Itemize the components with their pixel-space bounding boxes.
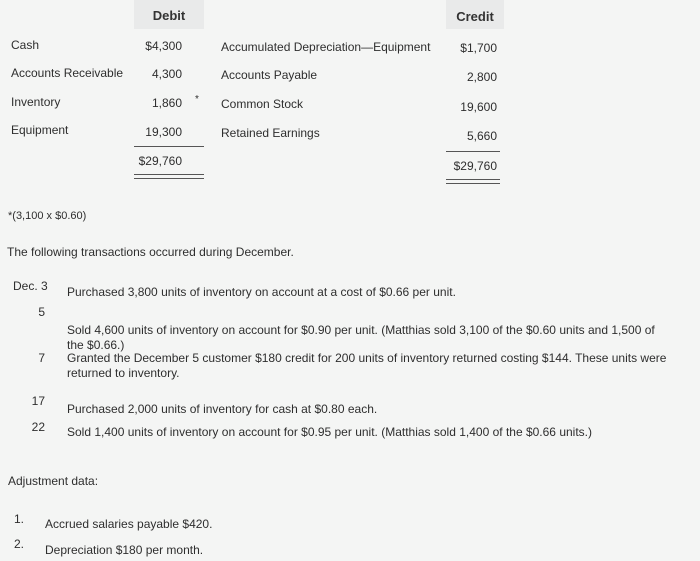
- transaction-date: 7: [38, 351, 45, 365]
- inventory-footnote-mark: *: [195, 94, 199, 105]
- transaction-text: Purchased 3,800 units of inventory on account at a cost of $0.66 per unit.: [67, 285, 456, 299]
- transactions-intro: The following transactions occurred during December.: [7, 245, 294, 259]
- credit-account-retained-earnings: Retained Earnings: [221, 126, 320, 140]
- credit-header: Credit: [456, 9, 494, 24]
- transaction-text: Sold 4,600 units of inventory on account for $0.90 per unit. (Matthias sold 3,100 of the $0.60 units and 1,500 of the $0.66.): [67, 323, 655, 352]
- credit-amount-accounts-payable: 2,800: [466, 70, 497, 84]
- debit-account-equipment: Equipment: [11, 123, 69, 137]
- credit-subtotal-rule: [446, 151, 500, 152]
- credit-account-accounts-payable: Accounts Payable: [221, 68, 318, 82]
- transaction-date: Dec. 3: [13, 279, 48, 293]
- adjustment-text: Accrued salaries payable $420.: [45, 517, 213, 531]
- credit-amount-accumulated-depreciation: $1,700: [460, 41, 497, 55]
- debit-amount-cash: $4,300: [145, 39, 182, 53]
- adjustment-number: 1.: [14, 512, 25, 526]
- debit-subtotal-rule: [134, 146, 204, 147]
- debit-amount-inventory: 1,860: [151, 96, 182, 110]
- debit-header: Debit: [152, 8, 186, 23]
- credit-amount-common-stock: 19,600: [460, 100, 497, 114]
- adjustment-text: Depreciation $180 per month.: [45, 543, 204, 557]
- transaction-date: 5: [38, 305, 45, 319]
- credit-account-common-stock: Common Stock: [221, 97, 304, 111]
- debit-account-inventory: Inventory: [11, 95, 61, 109]
- debit-account-cash: Cash: [11, 38, 40, 52]
- credit-amount-retained-earnings: 5,660: [466, 129, 497, 143]
- credit-total: $29,760: [453, 159, 497, 173]
- inventory-footnote: *(3,100 x $0.60): [8, 210, 87, 222]
- debit-total-double-rule: [134, 174, 204, 179]
- transaction-text: Sold 1,400 units of inventory on account for $0.95 per unit. (Matthias sold 1,400 of the $0.66 units.): [67, 425, 592, 439]
- transaction-date: 22: [31, 420, 45, 434]
- debit-amount-equipment: 19,300: [145, 125, 182, 139]
- debit-total: $29,760: [138, 154, 182, 168]
- adjustment-number: 2.: [14, 537, 25, 551]
- adjustment-title: Adjustment data:: [8, 474, 99, 488]
- transaction-text: Granted the December 5 customer $180 credit for 200 units of inventory returned costing $144. These units were returned to inventory.: [67, 351, 667, 380]
- debit-account-accounts-receivable: Accounts Receivable: [11, 66, 124, 80]
- transaction-text: Purchased 2,000 units of inventory for cash at $0.80 each.: [67, 402, 378, 416]
- transaction-date: 17: [31, 394, 45, 408]
- credit-total-double-rule: [446, 179, 500, 184]
- credit-account-accumulated-depreciation: Accumulated Depreciation—Equipment: [221, 40, 431, 54]
- debit-amount-accounts-receivable: 4,300: [151, 67, 182, 81]
